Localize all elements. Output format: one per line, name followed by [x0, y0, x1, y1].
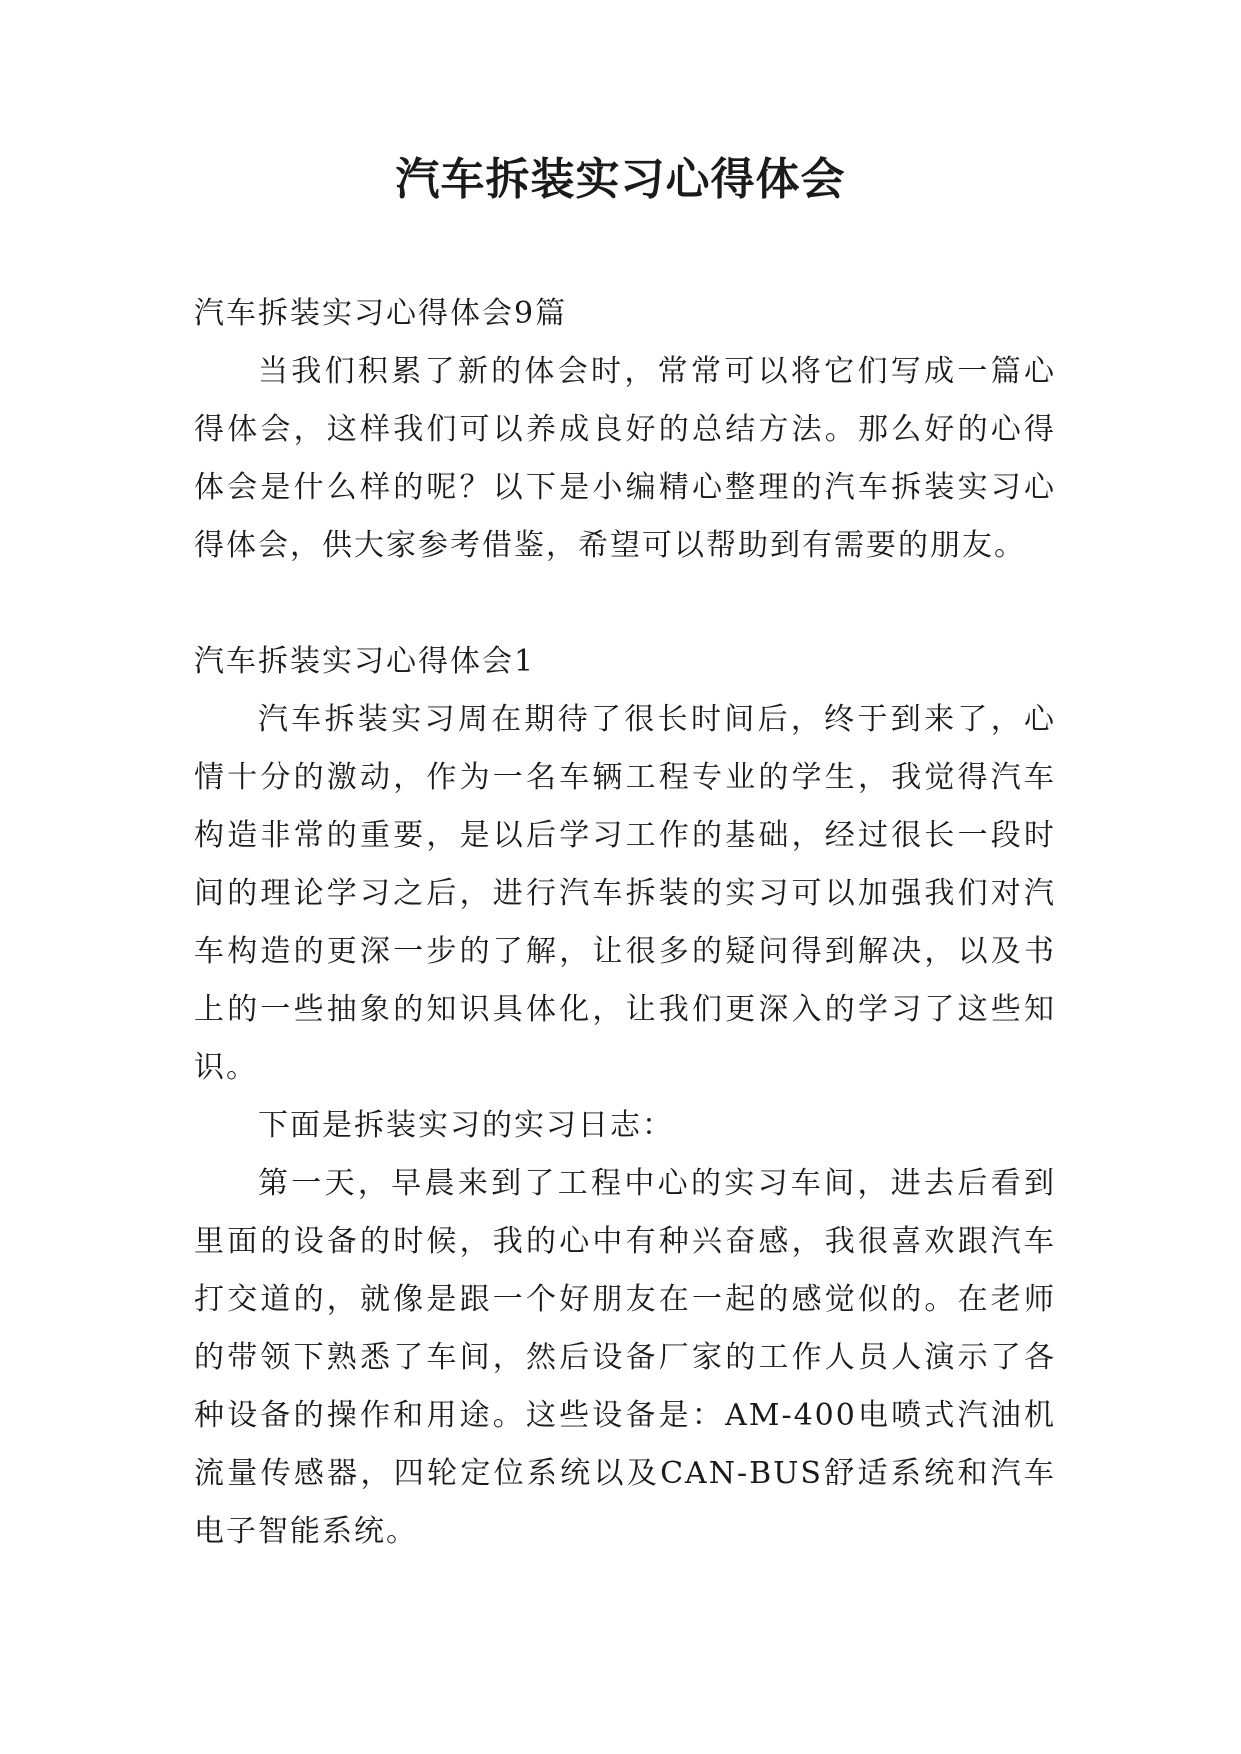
- section1-paragraph: 汽车拆装实习周在期待了很长时间后，终于到来了，心情十分的激动，作为一名车辆工程专业的学生，我觉得汽车构造非常的重要，是以后学习工作的基础，经过很长一段时间的理论学习之后，进行汽车拆装的实习可以加强我们对汽车构造的更深一步的了解，让很多的疑问得到解决，以及书上的一些抽象的知识具体化，让我们更深入的学习了这些知识。: [194, 702, 1056, 1085]
- intro-heading: 汽车拆装实习心得体会9篇: [194, 296, 568, 331]
- section1-heading: 汽车拆装实习心得体会1: [194, 644, 536, 679]
- document-title: 汽车拆装实习心得体会: [395, 154, 846, 205]
- section1-paragraph: 第一天，早晨来到了工程中心的实习车间，进去后看到里面的设备的时候，我的心中有种兴奋感，我很喜欢跟汽车打交道的，就像是跟一个好朋友在一起的感觉似的。在老师的带领下熟悉了车间，然后设备厂家的工作人员人演示了各种设备的操作和用途。这些设备是：AM-400电喷式汽油机流量传感器，四轮定位系统以及CAN-BUS舒适系统和汽车电子智能系统。: [194, 1166, 1056, 1549]
- section1-paragraph: 下面是拆装实习的实习日志：: [258, 1108, 674, 1143]
- document-body: [194, 285, 1056, 1561]
- section-spacer: [194, 575, 1056, 633]
- intro-paragraph: 当我们积累了新的体会时，常常可以将它们写成一篇心得体会，这样我们可以养成良好的总结方法。那么好的心得体会是什么样的呢？以下是小编精心整理的汽车拆装实习心得体会，供大家参考借鉴，希望可以帮助到有需要的朋友。: [194, 354, 1056, 563]
